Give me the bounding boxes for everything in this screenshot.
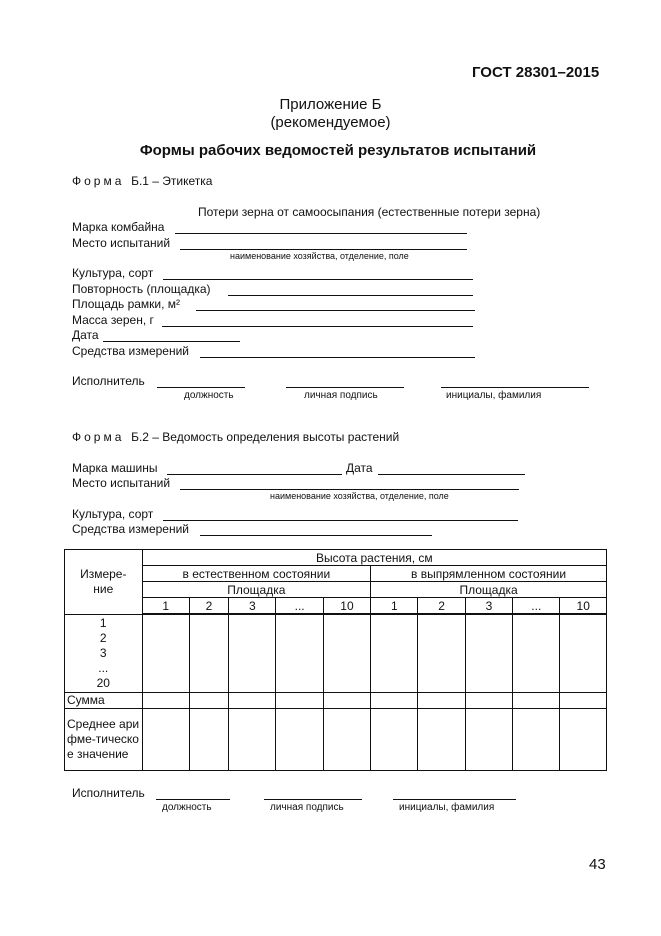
- field-instruments-line[interactable]: [200, 357, 475, 358]
- form2-culture-line[interactable]: [163, 520, 518, 521]
- data-cell[interactable]: [371, 614, 418, 692]
- sum-cell[interactable]: [142, 692, 189, 708]
- data-cell[interactable]: [418, 614, 465, 692]
- form2-position-line[interactable]: [156, 799, 230, 800]
- data-cell[interactable]: [513, 614, 560, 692]
- form1-subtitle: Потери зерна от самоосыпания (естественные потери зерна): [198, 205, 541, 219]
- plot-col-3: 3: [229, 598, 276, 615]
- data-cell[interactable]: [323, 614, 370, 692]
- field-date-label: Дата: [72, 328, 99, 342]
- form2-place-hint: наименование хозяйства, отделение, поле: [270, 491, 449, 501]
- field-combine-label: Марка комбайна: [72, 220, 165, 234]
- form2-date-line[interactable]: [378, 474, 525, 475]
- field-grain-mass-line[interactable]: [162, 326, 473, 327]
- form1-position-line[interactable]: [157, 387, 245, 388]
- data-cell[interactable]: [189, 614, 228, 692]
- data-cell[interactable]: [142, 614, 189, 692]
- data-cell[interactable]: [560, 614, 607, 692]
- field-repeat-label: Повторность (площадка): [72, 282, 211, 296]
- field-grain-mass-label: Масса зерен, г: [72, 313, 154, 327]
- sum-cell[interactable]: [229, 692, 276, 708]
- data-cell[interactable]: [229, 614, 276, 692]
- appendix-subtitle: (рекомендуемое): [270, 114, 391, 131]
- plot-col-3: 3: [465, 598, 512, 615]
- mean-cell[interactable]: [142, 708, 189, 770]
- form2-place-line[interactable]: [180, 489, 519, 490]
- form2-date-label: Дата: [346, 461, 373, 475]
- row-num: 2: [99, 630, 107, 645]
- row-num: 1: [99, 615, 107, 630]
- plot-col-10: 10: [323, 598, 370, 615]
- mean-cell[interactable]: [276, 708, 323, 770]
- row-num: ...: [98, 660, 109, 675]
- sum-cell[interactable]: [560, 692, 607, 708]
- height-header: Высота растения, см: [142, 550, 606, 566]
- field-date-line[interactable]: [103, 341, 240, 342]
- straightened-header: в выпрямленном состоянии: [371, 566, 607, 582]
- page-title: Формы рабочих ведомостей результатов испытаний: [139, 142, 537, 159]
- mean-cell[interactable]: [189, 708, 228, 770]
- plot-col-2: 2: [189, 598, 228, 615]
- form2-executor-label: Исполнитель: [72, 786, 145, 800]
- row-num: 20: [96, 675, 110, 690]
- row-numbers-cell: [65, 614, 143, 692]
- col-measurement-header: Измере- ние: [65, 550, 143, 615]
- field-culture-label: Культура, сорт: [72, 266, 154, 280]
- standard-number: ГОСТ 28301–2015: [472, 64, 600, 81]
- form1-name-hint: инициалы, фамилия: [446, 390, 542, 401]
- mean-row-label: Среднее арифме-тическое значение: [65, 708, 143, 770]
- sum-cell[interactable]: [276, 692, 323, 708]
- appendix-title: Приложение Б: [279, 96, 382, 113]
- sum-cell[interactable]: [418, 692, 465, 708]
- mean-cell[interactable]: [323, 708, 370, 770]
- plot-header-straightened: Площадка: [371, 582, 607, 598]
- height-table: [64, 549, 607, 771]
- form1-executor-label: Исполнитель: [72, 374, 145, 388]
- plot-col-1: 1: [142, 598, 189, 615]
- sum-cell[interactable]: [189, 692, 228, 708]
- sum-row-label: Сумма: [65, 692, 143, 708]
- sum-cell[interactable]: [323, 692, 370, 708]
- sum-cell[interactable]: [465, 692, 512, 708]
- field-culture-line[interactable]: [163, 279, 473, 280]
- form2-instruments-line[interactable]: [200, 535, 432, 536]
- plot-col-ellipsis: ...: [513, 598, 560, 615]
- form2-machine-line[interactable]: [167, 474, 342, 475]
- form2-name-line[interactable]: [393, 799, 516, 800]
- form2-caption: Форма Б.2 – Ведомость определения высоты растений: [72, 430, 400, 444]
- sum-cell[interactable]: [371, 692, 418, 708]
- plot-col-ellipsis: ...: [276, 598, 323, 615]
- form2-name-hint: инициалы, фамилия: [399, 802, 495, 813]
- field-combine-line[interactable]: [175, 233, 467, 234]
- natural-header: в естественном состоянии: [142, 566, 371, 582]
- plot-col-2: 2: [418, 598, 465, 615]
- sum-cell[interactable]: [513, 692, 560, 708]
- form1-signature-hint: личная подпись: [304, 390, 378, 401]
- field-place-line[interactable]: [180, 249, 467, 250]
- mean-cell[interactable]: [418, 708, 465, 770]
- form1-caption: Форма Б.1 – Этикетка: [72, 174, 213, 188]
- form2-culture-label: Культура, сорт: [72, 507, 154, 521]
- mean-cell[interactable]: [229, 708, 276, 770]
- mean-cell[interactable]: [513, 708, 560, 770]
- form2-instruments-label: Средства измерений: [72, 522, 190, 536]
- mean-cell[interactable]: [465, 708, 512, 770]
- field-frame-area-label: Площадь рамки, м²: [72, 297, 181, 311]
- data-cell[interactable]: [465, 614, 512, 692]
- form2-place-label: Место испытаний: [72, 476, 171, 490]
- field-repeat-line[interactable]: [228, 295, 473, 296]
- form1-position-hint: должность: [184, 390, 234, 401]
- field-frame-area-line[interactable]: [196, 310, 475, 311]
- field-instruments-label: Средства измерений: [72, 344, 190, 358]
- mean-cell[interactable]: [371, 708, 418, 770]
- page-number: 43: [589, 856, 606, 873]
- data-cell[interactable]: [276, 614, 323, 692]
- form1-signature-line[interactable]: [286, 387, 404, 388]
- plot-col-10: 10: [560, 598, 607, 615]
- mean-cell[interactable]: [560, 708, 607, 770]
- row-num: 3: [99, 645, 107, 660]
- field-place-hint: наименование хозяйства, отделение, поле: [230, 251, 409, 261]
- form2-signature-hint: личная подпись: [270, 802, 344, 813]
- form2-signature-line[interactable]: [264, 799, 362, 800]
- plot-header-natural: Площадка: [142, 582, 371, 598]
- field-place-label: Место испытаний: [72, 236, 171, 250]
- plot-col-1: 1: [371, 598, 418, 615]
- form2-position-hint: должность: [162, 802, 212, 813]
- form1-name-line[interactable]: [441, 387, 589, 388]
- form2-machine-label: Марка машины: [72, 461, 158, 475]
